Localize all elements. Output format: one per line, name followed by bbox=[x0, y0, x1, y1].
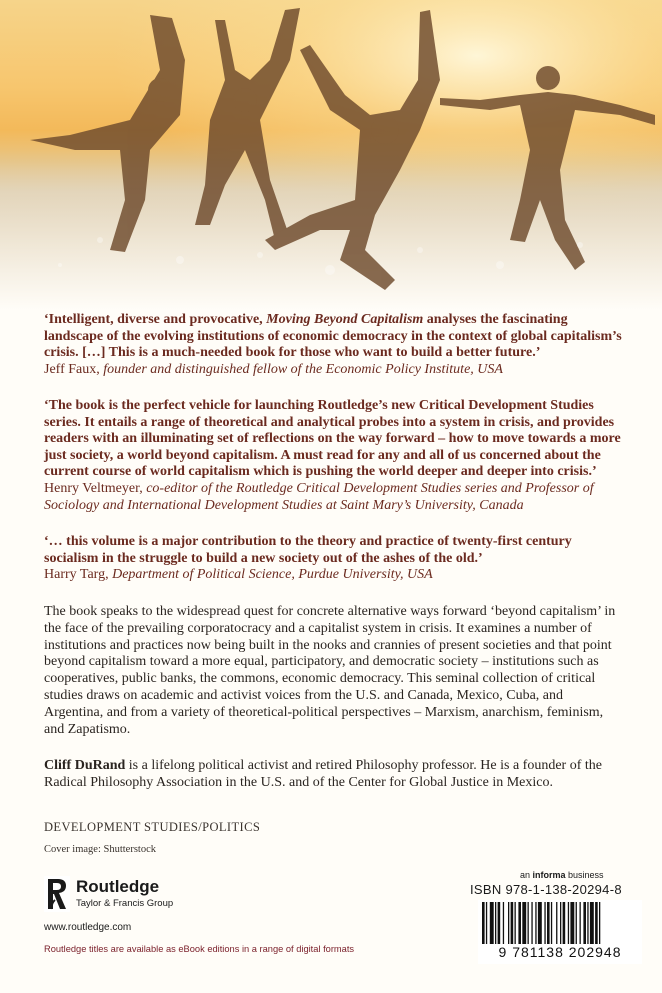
author-name: Cliff DuRand bbox=[44, 758, 126, 773]
barcode bbox=[478, 900, 642, 964]
endorsement-1-text: ‘Intelligent, diverse and provocative, Moving Beyond Capitalism analyses the fascinating landscape of the evolving institutions of economic democracy in the context of global capitalism’s crisis. […] This is a much-needed book for those who want to build a better future.’ bbox=[44, 312, 622, 361]
isbn-label: ISBN 978-1-138-20294-8 bbox=[470, 882, 622, 897]
barcode-bar bbox=[563, 902, 566, 944]
endorsement-2-attribution: Henry Veltmeyer, co-editor of the Routledge Critical Development Studies series and Professor of Sociology and International Development Studies at Saint Mary’s University, Canada bbox=[44, 480, 594, 513]
barcode-bar bbox=[511, 902, 514, 944]
barcode-bar bbox=[576, 902, 577, 944]
barcode-bar bbox=[556, 902, 557, 944]
cover-photo-dancers bbox=[0, 0, 662, 310]
author-bio-text: is a lifelong political activist and retired Philosophy professor. He is a founder of the Radical Philosophy Association in the U.S. and of the Center for Global Justice in Mexico. bbox=[44, 758, 602, 790]
ebook-note: Routledge titles are available as eBook editions in a range of digital formats bbox=[44, 944, 355, 954]
barcode-bar bbox=[515, 902, 516, 944]
description-text: The book speaks to the widespread quest for concrete alternative ways forward ‘beyond capitalism’ in the face of the prevailing corporatocracy and a capitalist system in crisis. It examines a number of institutions and practices now being built in the nooks and crannies of present societies and that point beyond capitalism toward a more equal, participatory, and democratic society – institutions such as cooperatives, public banks, the commons, economic democracy. This seminal collection of critical studies draws on academic and activist voices from the U.S. and Canada, Mexico, Cuba, and Argentina, and from a variety of theoretical-political perspectives – Marxism, anarchism, feminism, and Zapatismo. bbox=[44, 604, 616, 737]
barcode-bar bbox=[538, 902, 542, 944]
book-title: Moving Beyond Capitalism bbox=[266, 312, 424, 327]
barcode-bar bbox=[535, 902, 536, 944]
barcode-bar bbox=[486, 902, 487, 944]
endorsement-3-text: ‘… this volume is a major contribution to the theory and practice of twenty-first century socialism in the struggle to build a new society out of the ashes of the old.’ bbox=[44, 534, 572, 566]
endorsement-3 bbox=[44, 534, 624, 584]
book-description bbox=[44, 604, 624, 738]
barcode-bar bbox=[583, 902, 586, 944]
publisher-url-link[interactable]: www.routledge.com bbox=[44, 922, 132, 933]
barcode-bar bbox=[482, 902, 485, 944]
cover-image-credit: Cover image: Shutterstock bbox=[44, 844, 156, 855]
informa-brand: informa bbox=[532, 870, 566, 880]
publisher-name: Routledge bbox=[76, 877, 160, 896]
barcode-bar bbox=[547, 902, 550, 944]
barcode-bar bbox=[544, 902, 545, 944]
barcode-bar bbox=[587, 902, 588, 944]
barcode-bar bbox=[531, 902, 532, 944]
publisher-group: Taylor & Francis Group bbox=[76, 898, 174, 909]
barcode-bar bbox=[570, 902, 574, 944]
routledge-logo bbox=[44, 876, 244, 916]
barcode-bar bbox=[495, 902, 496, 944]
endorsement-2 bbox=[44, 398, 624, 514]
barcode-bar bbox=[568, 902, 569, 944]
barcode-bar bbox=[599, 902, 600, 944]
barcode-bar bbox=[551, 902, 552, 944]
informa-business-label: an informa business bbox=[520, 870, 604, 880]
endorsement-1-attribution: Jeff Faux, founder and distinguished fellow of the Economic Policy Institute, USA bbox=[44, 361, 503, 377]
barcode-bar bbox=[508, 902, 509, 944]
endorsement-1 bbox=[44, 312, 624, 378]
barcode-bar bbox=[560, 902, 561, 944]
barcode-bar bbox=[518, 902, 521, 944]
barcode-bar bbox=[528, 902, 529, 944]
barcode-number: 9 781138 202948 bbox=[498, 944, 622, 960]
subject-category: DEVELOPMENT STUDIES/POLITICS bbox=[44, 820, 261, 834]
barcode-bar bbox=[498, 902, 501, 944]
barcode-bar bbox=[490, 902, 494, 944]
barcode-bar bbox=[503, 902, 504, 944]
barcode-bar bbox=[590, 902, 594, 944]
endorsement-3-attribution: Harry Targ, Department of Political Science, Purdue University, USA bbox=[44, 567, 433, 583]
barcode-bar bbox=[595, 902, 598, 944]
endorsement-2-text: ‘The book is the perfect vehicle for launching Routledge’s new Critical Development Studies series. It entails a range of theoretical and analytical probes into a system in crisis, and provides readers with an illuminating set of reflections on the way forward – how to move towards a more just society, a world beyond capitalism. A must read for any and all of us concerned about the current course of world capitalism which is pushing the world deeper and deeper into crisis.’ bbox=[44, 398, 621, 480]
barcode-bar bbox=[580, 902, 581, 944]
barcode-bar bbox=[522, 902, 526, 944]
barcode-bars-icon bbox=[478, 900, 642, 946]
author-bio bbox=[44, 758, 624, 792]
routledge-r-icon bbox=[44, 876, 70, 912]
